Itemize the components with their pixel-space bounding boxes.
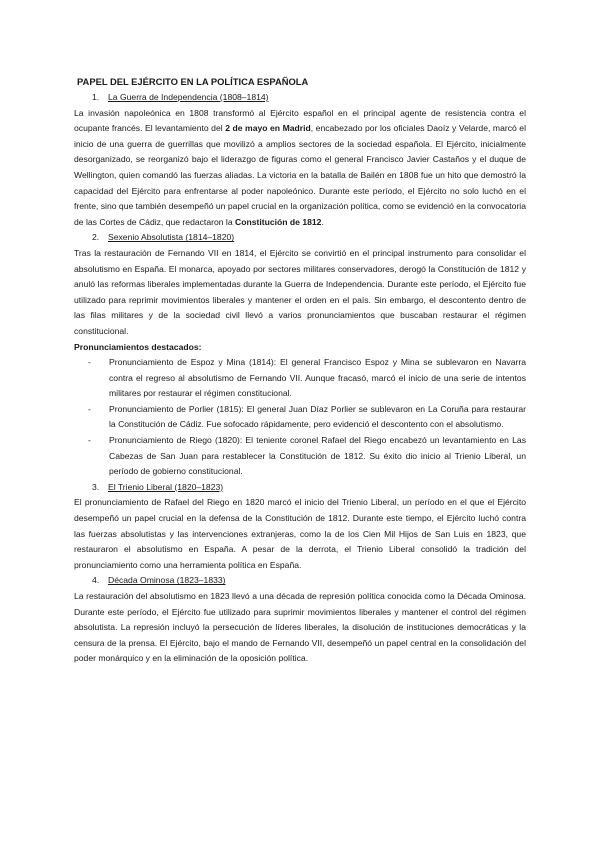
section-number: 1. [92, 92, 100, 102]
text-run: La invasión napoleónica en 1808 transformó al Ejército español en el principal agente de resistencia contra el ocupante francés. El levantamiento del [74, 107, 526, 134]
section-heading-3 [74, 480, 526, 496]
list-item [74, 433, 526, 480]
text-run: . [321, 216, 324, 227]
text-run: , encabezado por los oficiales Daoíz y Velarde, marcó el inicio de una guerra de guerrillas que movilizó a amplios sectores de la sociedad española. El Ejército, inicialmente desorganizado, se reorganizó bajo el liderazgo de figuras como el general Francisco Javier Castaños y el duque de Wellington, quien comandó las fuerzas aliadas. La victoria en la batalla de Bailén en 1808 fue un hito que demostró la capacidad del Ejército para enfrentarse al poder napoleónico. Durante este período, el Ejército no solo luchó en el frente, sino que también desempeñó un papel crucial en la organización política, como se evidenció en la convocatoria de las Cortes de Cádiz, que redactaron la [74, 123, 526, 227]
section-heading-2 [74, 230, 526, 246]
dash-bullet: - [88, 403, 91, 414]
pronunciamientos-subheading: Pronunciamientos destacados: [74, 341, 202, 352]
pronunciamientos-list [74, 355, 526, 480]
section-heading-text: Sexenio Absolutista (1814–1820) [108, 232, 235, 243]
section-4-paragraph: La restauración del absolutismo en 1823 llevó a una década de represión política conocida como la Década Ominosa. Durante este período, el Ejército fue utilizado para suprimir movimientos liberales y mantener el control del régimen absolutista. La represión incluyó la persecución de líderes liberales, la disolución de instituciones democráticas y la censura de la prensa. El Ejército, bajo el mando de Fernando VII, desempeñó un papel central en la consolidación del poder monárquico y en la eliminación de la oposición política. [74, 591, 526, 664]
section-1-paragraph [74, 106, 526, 231]
list-item-text: Pronunciamiento de Porlier (1815): El general Juan Díaz Porlier se sublevaron en La Coruña para restaurar la Constitución de Cádiz. Fue sofocado rápidamente, pero evidenció el descontento con el absolutismo. [109, 403, 526, 430]
section-heading-text: Década Ominosa (1823–1833) [108, 575, 226, 586]
section-number: 2. [92, 232, 100, 243]
section-heading-text: El Trienio Liberal (1820–1823) [108, 481, 224, 492]
section-heading-1 [74, 90, 526, 106]
bold-run: 2 de mayo en Madrid [225, 123, 311, 134]
section-number: 4. [92, 575, 100, 586]
bold-run: Constitución de 1812 [235, 216, 322, 227]
section-2-paragraph: Tras la restauración de Fernando VII en 1814, el Ejército se convirtió en el principal instrumento para consolidar el absolutismo en España. El monarca, apoyado por sectores militares conservadores, derogó la Constitución de 1812 y anuló las reformas liberales implementadas durante la Guerra de Independencia. Durante este período, el Ejército fue utilizado para reprimir movimientos liberales y mantener el orden en el país. Sin embargo, el descontento dentro de las filas militares y de la sociedad civil llevó a varios pronunciamientos que buscaban restaurar el régimen constitucional. [74, 247, 526, 336]
list-item-text: Pronunciamiento de Riego (1820): El teniente coronel Rafael del Riego encabezó un levantamiento en Las Cabezas de San Juan para restablecer la Constitución de 1812. Su éxito dio inicio al Trienio Liberal, un período de gobierno constitucional. [109, 435, 526, 477]
dash-bullet: - [88, 357, 91, 368]
section-heading-text: La Guerra de Independencia (1808–1814) [108, 92, 269, 102]
document-title: PAPEL DEL EJÉRCITO EN LA POLÍTICA ESPAÑOLA [77, 76, 309, 87]
list-item [74, 355, 526, 402]
list-item [74, 402, 526, 433]
section-heading-4 [74, 573, 526, 589]
section-number: 3. [92, 481, 100, 492]
section-3-paragraph: El pronunciamiento de Rafael del Riego en 1820 marcó el inicio del Trienio Liberal, un período en el que el Ejército desempeñó un papel crucial en la defensa de la Constitución de 1812. Durante este tiempo, el Ejército luchó contra las fuerzas absolutistas y las intervenciones extranjeras, como la de los Cien Mil Hijos de San Luis en 1823, que restauraron el absolutismo en España. A pesar de la derrota, el Trienio Liberal consolidó la tradición del pronunciamiento como una herramienta política en España. [74, 497, 526, 570]
dash-bullet: - [88, 435, 91, 446]
list-item-text: Pronunciamiento de Espoz y Mina (1814): El general Francisco Espoz y Mina se sublevaron en Navarra contra el regreso al absolutismo de Fernando VII. Aunque fracasó, marcó el inicio de una serie de intentos militares por restaurar el régimen constitucional. [109, 357, 526, 399]
